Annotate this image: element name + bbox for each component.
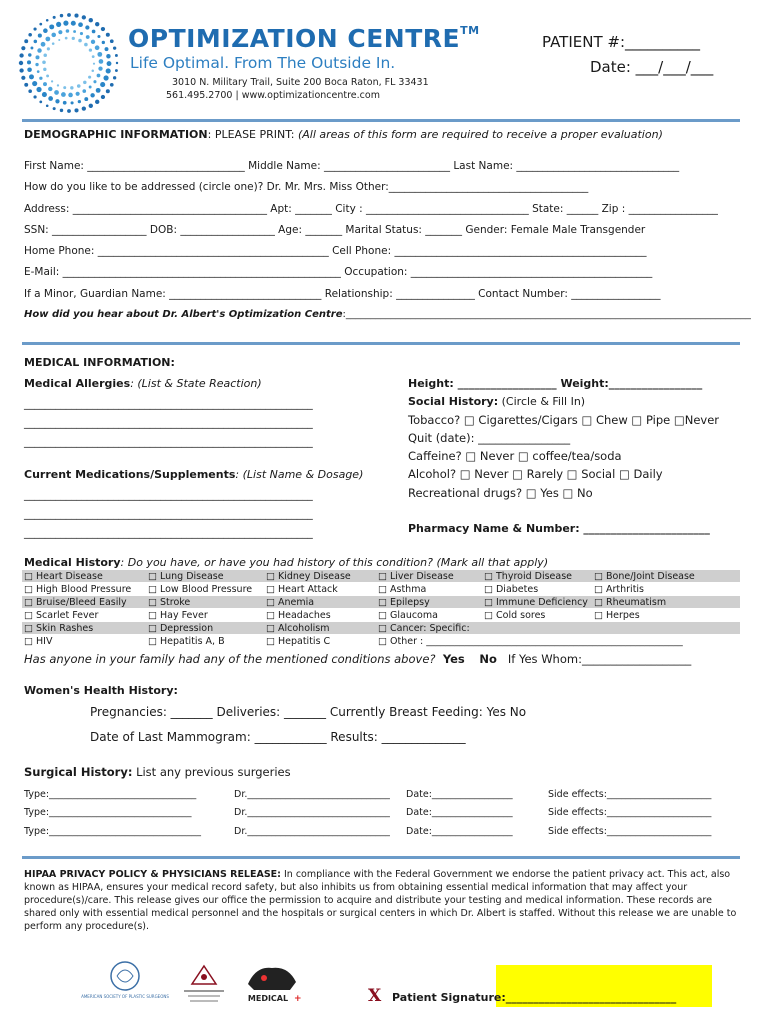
logo-dot	[91, 40, 95, 44]
logo-dot	[34, 40, 38, 44]
caffeine-options[interactable]: Caffeine? □ Never □ coffee/tea/soda	[408, 449, 622, 463]
logo-dot	[48, 87, 52, 91]
patient-signature-field[interactable]: Patient Signature:_______________________________	[392, 991, 677, 1004]
logo-dot	[97, 74, 101, 78]
womens-health-title: Women's Health History:	[24, 684, 178, 697]
logo-dot	[51, 80, 53, 82]
logo-dot	[58, 30, 62, 34]
logo-dot	[97, 52, 102, 57]
logo-dot	[33, 27, 36, 30]
surgery-side-effects-field[interactable]: Side effects:______________________	[548, 789, 712, 800]
logo-dot	[78, 39, 82, 43]
allergies-line[interactable]: _______________________________________________________	[24, 417, 313, 429]
social-history-label: Social History: (Circle & Fill In)	[408, 395, 586, 408]
tagline: Life Optimal. From The Outside In.	[130, 54, 396, 72]
medical-panther-logo-icon	[240, 960, 304, 1004]
history-condition-checkbox[interactable]: □ Cancer: Specific:	[378, 623, 470, 634]
optimization-centre-logo-icon	[14, 8, 124, 118]
logo-dot	[39, 77, 42, 80]
logo-dot	[47, 47, 50, 50]
brand-name: OPTIMIZATION CENTRE™	[128, 24, 480, 53]
logo-dot	[45, 37, 50, 42]
section-divider	[22, 856, 740, 859]
history-condition-checkbox[interactable]: □ Alcoholism	[266, 623, 330, 634]
logo-dot	[89, 18, 93, 22]
date-field[interactable]: Date: ___/___/___	[590, 58, 714, 76]
history-condition-checkbox[interactable]: □ Stroke	[148, 597, 191, 608]
history-condition-checkbox[interactable]: □ Hepatitis C	[266, 636, 331, 647]
logo-dot	[35, 63, 38, 66]
medications-line[interactable]: _______________________________________________________	[24, 527, 313, 539]
history-condition-checkbox[interactable]: □ Lung Disease	[148, 571, 224, 582]
logo-dot	[82, 89, 86, 93]
logo-dot	[106, 89, 110, 93]
history-condition-checkbox[interactable]: □ Arthritis	[594, 584, 645, 595]
logo-dot	[93, 63, 95, 65]
logo-dot	[73, 30, 76, 33]
logo-dot	[106, 33, 110, 37]
logo-dot	[101, 95, 105, 99]
logo-dot	[84, 97, 88, 101]
medical-association-logo-icon	[176, 962, 232, 1008]
logo-dot	[89, 86, 92, 89]
family-history-question[interactable]: Has anyone in your family had any of the mentioned conditions above? Yes No If Yes Whom:___________________	[24, 652, 692, 666]
history-condition-checkbox[interactable]: □ Heart Disease	[24, 571, 103, 582]
logo-dot	[19, 53, 23, 57]
surgery-date-field[interactable]: Date:_________________	[406, 826, 513, 837]
logo-dot	[72, 37, 75, 40]
logo-dot	[78, 100, 81, 103]
logo-dot	[89, 48, 92, 51]
surgery-type-field[interactable]: Type:________________________________	[24, 826, 202, 837]
logo-dot	[21, 46, 25, 50]
logo-dot	[102, 41, 105, 44]
logo-dot	[24, 39, 28, 43]
logo-dot	[42, 92, 47, 97]
logo-dot	[43, 68, 46, 71]
logo-dot	[63, 21, 68, 26]
salutation-fields[interactable]: How do you like to be addressed (circle one)? Dr. Mr. Mrs. Miss Other:______________________________________	[24, 181, 589, 193]
logo-dot	[19, 68, 23, 72]
logo-dot	[61, 92, 66, 97]
logo-dot	[71, 21, 76, 26]
logo-dot	[28, 33, 32, 37]
surgical-history-label: Surgical History: List any previous surgeries	[24, 765, 291, 779]
surgery-side-effects-field[interactable]: Side effects:______________________	[548, 826, 712, 837]
logo-dot	[71, 101, 74, 104]
allergies-line[interactable]: _______________________________________________________	[24, 436, 313, 448]
logo-dot	[67, 13, 71, 17]
logo-dot	[67, 109, 71, 113]
logo-dot	[113, 76, 116, 79]
medications-line[interactable]: _______________________________________________________	[24, 489, 313, 501]
logo-dot	[86, 35, 90, 39]
logo-dot	[51, 33, 56, 38]
history-condition-checkbox[interactable]: □ Herpes	[594, 610, 640, 621]
logo-dot	[98, 66, 102, 70]
history-condition-checkbox[interactable]: □ Epilepsy	[378, 597, 430, 608]
logo-dot	[90, 93, 94, 97]
history-condition-checkbox[interactable]: □ Thyroid Disease	[484, 571, 573, 582]
clinic-contact: 561.495.2700 | www.optimizationcentre.com	[166, 90, 380, 101]
logo-dot	[95, 100, 99, 104]
medications-label: Current Medications/Supplements: (List Name & Dosage)	[24, 468, 364, 481]
mammogram-fields[interactable]: Date of Last Mammogram: ____________ Results: ______________	[90, 730, 466, 744]
history-condition-checkbox[interactable]: □ Bone/Joint Disease	[594, 571, 695, 582]
logo-dot	[93, 80, 96, 83]
allergies-label: Medical Allergies: (List & State Reaction)	[24, 377, 262, 390]
logo-dot	[80, 32, 83, 35]
asps-logo-text: AMERICAN SOCIETY OF PLASTIC SURGEONS	[81, 994, 169, 999]
logo-dot	[43, 28, 48, 33]
history-condition-checkbox[interactable]: □ Heart Attack	[266, 584, 338, 595]
logo-dot	[60, 109, 63, 112]
logo-dot	[110, 83, 114, 87]
history-condition-checkbox[interactable]: □ Hay Fever	[148, 610, 208, 621]
logo-dot	[46, 104, 49, 107]
logo-dot	[21, 76, 25, 80]
logo-dot	[56, 22, 61, 27]
logo-dot	[54, 90, 59, 95]
history-condition-checkbox[interactable]: □ Cold sores	[484, 610, 546, 621]
logo-dot	[28, 53, 31, 56]
history-condition-checkbox[interactable]: □ Depression	[148, 623, 214, 634]
name-fields[interactable]: First Name: ______________________________ Middle Name: ________________________ Last Name: _______________________________	[24, 160, 680, 172]
logo-dot	[85, 25, 89, 29]
alcohol-options[interactable]: Alcohol? □ Never □ Rarely □ Social □ Daily	[408, 467, 663, 481]
logo-dot	[39, 23, 42, 26]
history-condition-checkbox[interactable]: □ Kidney Disease	[266, 571, 351, 582]
history-condition-checkbox[interactable]: □ Skin Rashes	[24, 623, 94, 634]
logo-dot	[66, 29, 70, 33]
email-occupation-fields[interactable]: E-Mail: _____________________________________________________ Occupation: ______________________________________________	[24, 266, 653, 278]
logo-dot	[42, 60, 46, 64]
logo-dot	[53, 16, 56, 19]
logo-dot	[92, 69, 95, 72]
pregnancy-fields[interactable]: Pregnancies: _______ Deliveries: _______ Currently Breast Feeding: Yes No	[90, 705, 527, 719]
logo-dot	[19, 61, 23, 65]
logo-dot	[95, 22, 99, 26]
history-condition-checkbox[interactable]: □ High Blood Pressure	[24, 584, 132, 595]
hipaa-release-text: HIPAA PRIVACY POLICY & PHYSICIANS RELEASE: In compliance with the Federal Government we endorse the patient privacy act. This act, also known as HIPAA, ensures your medical record safety, but also inhibits us from obtaining essential medical information that may affect your procedure(s)/care. This release gives our office the permission to acquire and distribute your testing and medical information. These records are shared only with essential medical personnel and the hospitals or surgical centers in which Dr. Albert is staffed. Without this release we are unable to perform any procedure(s).	[24, 869, 737, 932]
surgery-date-field[interactable]: Date:_________________	[406, 789, 513, 800]
logo-dot	[115, 69, 118, 72]
history-condition-checkbox[interactable]: □ Asthma	[378, 584, 427, 595]
allergies-line[interactable]: _______________________________________________________	[24, 398, 313, 410]
logo-dot	[35, 55, 39, 59]
history-condition-checkbox[interactable]: □ Liver Disease	[378, 571, 454, 582]
logo-dot	[63, 101, 67, 105]
logo-dot	[88, 76, 91, 79]
logo-dot	[84, 43, 88, 47]
history-condition-checkbox[interactable]: □ Scarlet Fever	[24, 610, 99, 621]
logo-dot	[27, 67, 32, 72]
logo-dot	[68, 93, 73, 98]
logo-dot	[58, 39, 60, 41]
logo-dot	[43, 54, 47, 58]
height-weight-fields[interactable]: Height: __________________ Weight:_________________	[408, 377, 703, 390]
surgery-doctor-field[interactable]: Dr.______________________________	[234, 826, 390, 837]
medical-logo-text: MEDICAL	[247, 994, 289, 1003]
logo-dot	[29, 74, 34, 79]
pharmacy-field[interactable]: Pharmacy Name & Number: _______________________	[408, 522, 710, 535]
recreational-drugs-options[interactable]: Recreational drugs? □ Yes □ No	[408, 486, 593, 500]
logo-dot	[106, 68, 111, 73]
history-condition-checkbox[interactable]: □ HIV	[24, 636, 53, 647]
logo-dot	[46, 19, 49, 22]
logo-dot	[83, 81, 86, 84]
phone-fields[interactable]: Home Phone: ____________________________________________ Cell Phone: ________________________________________________	[24, 245, 647, 257]
logo-dot	[89, 104, 93, 108]
logo-dot	[55, 99, 59, 103]
logo-dot	[48, 96, 53, 101]
surgery-doctor-field[interactable]: Dr.______________________________	[234, 789, 390, 800]
surgery-type-field[interactable]: Type:_______________________________	[24, 789, 197, 800]
logo-dot	[41, 42, 46, 47]
logo-dot	[100, 82, 105, 87]
logo-dot	[105, 47, 109, 51]
history-condition-checkbox[interactable]: □ Diabetes	[484, 584, 539, 595]
logo-dot	[103, 75, 108, 80]
logo-dot	[106, 54, 110, 58]
guardian-fields[interactable]: If a Minor, Guardian Name: _____________________________ Relationship: _______________ Contact Number: _________________	[24, 288, 661, 300]
logo-dot	[74, 14, 78, 18]
logo-dot	[110, 39, 114, 43]
logo-dot	[39, 100, 42, 103]
medications-line[interactable]: _______________________________________________________	[24, 508, 313, 520]
history-condition-checkbox[interactable]: □ Headaches	[266, 610, 331, 621]
history-condition-checkbox[interactable]: □ Glaucoma	[378, 610, 438, 621]
patient-number-field[interactable]: PATIENT #:__________	[542, 33, 701, 51]
surgery-date-field[interactable]: Date:_________________	[406, 807, 513, 818]
logo-dot	[92, 55, 95, 58]
clinic-address: 3010 N. Military Trail, Suite 200 Boca Raton, FL 33431	[172, 77, 429, 88]
surgery-type-field[interactable]: Type:______________________________	[24, 807, 192, 818]
history-condition-checkbox[interactable]: □ Low Blood Pressure	[148, 584, 253, 595]
history-condition-checkbox[interactable]: □ Immune Deficiency	[484, 597, 588, 608]
referral-field[interactable]: How did you hear about Dr. Albert's Optimization Centre:_________________________________________________________________________________	[24, 309, 751, 320]
surgery-side-effects-field[interactable]: Side effects:______________________	[548, 807, 712, 818]
svg-text:+: +	[294, 994, 302, 1004]
section-divider	[22, 119, 740, 122]
logo-dot	[107, 61, 112, 66]
logo-dot	[33, 95, 36, 98]
logo-dot	[116, 62, 118, 64]
logo-dot	[43, 82, 47, 86]
logo-dot	[70, 86, 73, 89]
logo-dot	[78, 22, 83, 27]
logo-dot	[96, 88, 101, 93]
ssn-dob-fields[interactable]: SSN: __________________ DOB: __________________ Age: _______ Marital Status: _______ Gender: Female Male Transgender	[24, 224, 646, 236]
history-condition-checkbox[interactable]: □ Other : ______________________________________________________	[378, 636, 683, 647]
logo-dot	[74, 108, 78, 112]
logo-dot	[24, 83, 28, 87]
history-condition-checkbox[interactable]: □ Anemia	[266, 597, 315, 608]
logo-dot	[32, 81, 37, 86]
logo-dot	[65, 37, 68, 40]
logo-dot	[27, 60, 31, 64]
logo-dot	[36, 87, 41, 92]
logo-dot	[63, 86, 66, 89]
medical-info-title: MEDICAL INFORMATION:	[24, 356, 175, 369]
address-fields[interactable]: Address: _____________________________________ Apt: _______ City : _______________________________ State: ______ Zip : _________________	[24, 203, 718, 215]
logo-dot	[95, 45, 100, 50]
logo-dot	[82, 15, 86, 19]
logo-dot	[57, 84, 59, 86]
logo-dot	[28, 89, 32, 93]
demographic-header: DEMOGRAPHIC INFORMATION: PLEASE PRINT: (All areas of this form are required to receive a proper evaluation)	[24, 128, 663, 141]
surgery-doctor-field[interactable]: Dr.______________________________	[234, 807, 390, 818]
logo-dot	[97, 35, 100, 38]
logo-dot	[115, 54, 118, 57]
logo-dot	[52, 42, 55, 45]
logo-dot	[37, 70, 40, 73]
tobacco-options[interactable]: Tobacco? □ Cigarettes/Cigars □ Chew □ Pipe □Never	[408, 413, 719, 427]
logo-dot	[76, 92, 80, 96]
history-condition-checkbox[interactable]: □ Hepatitis A, B	[148, 636, 225, 647]
logo-dot	[46, 74, 49, 77]
logo-dot	[77, 84, 81, 88]
logo-dot	[60, 14, 63, 17]
logo-dot	[92, 30, 96, 34]
history-condition-checkbox[interactable]: □ Bruise/Bleed Easily	[24, 597, 127, 608]
asps-logo-icon	[81, 960, 169, 1008]
logo-dot	[113, 47, 116, 50]
logo-dot	[30, 47, 33, 50]
logo-dot	[101, 27, 105, 31]
logo-dot	[82, 107, 86, 111]
logo-dot	[37, 48, 42, 53]
signature-x-mark: X	[368, 986, 382, 1006]
quit-date-field[interactable]: Quit (date): ________________	[408, 431, 571, 445]
logo-dot	[99, 59, 104, 64]
medical-history-label: Medical History: Do you have, or have you had history of this condition? (Mark all that apply)	[24, 556, 549, 569]
logo-dot	[38, 34, 42, 38]
logo-dot	[53, 107, 56, 110]
history-condition-checkbox[interactable]: □ Rheumatism	[594, 597, 667, 608]
logo-dot	[49, 24, 54, 29]
section-divider	[22, 342, 740, 345]
